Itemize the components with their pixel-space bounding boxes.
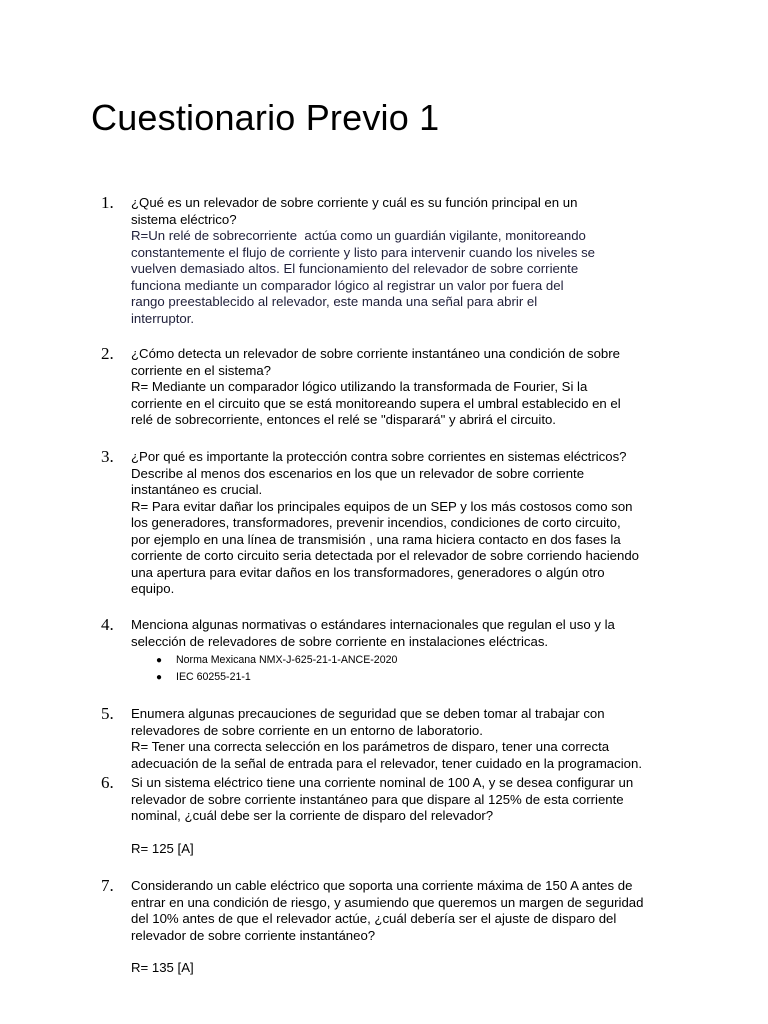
page-title: Cuestionario Previo 1: [91, 97, 440, 138]
question-number: 6.: [101, 773, 114, 792]
answer-text: R= 125 [A]: [131, 840, 194, 856]
question-text: ¿Qué es un relevador de sobre corriente y cuál es su función principal en un: [131, 195, 578, 210]
question-text: Considerando un cable eléctrico que soporta una corriente máxima de 150 A antes de: [131, 878, 633, 893]
answer-text: los generadores, transformadores, prevenir incendios, condiciones de corto circuito,: [131, 515, 621, 530]
question-text: sistema eléctrico?: [131, 211, 237, 227]
answer-text: adecuación de la señal de entrada para el relevador, tener cuidado en la programacion.: [131, 755, 642, 771]
question-text: del 10% antes de que el relevador actúe, ¿cuál debería ser el ajuste de disparo del: [131, 911, 617, 926]
answer-text: R=Un relé de sobrecorriente actúa como un guardián vigilante, monitoreando: [131, 228, 586, 243]
question-text: relevador de sobre corriente instantáneo?: [131, 927, 376, 943]
answer-text: vuelven demasiado altos. El funcionamiento del relevador de sobre corriente: [131, 261, 579, 276]
answer-text: constantemente el flujo de corriente y listo para intervenir cuando los niveles se: [131, 244, 596, 260]
question-text: entrar en una condición de riesgo, y asumiendo que queremos un margen de seguridad: [131, 894, 644, 910]
question-text: Describe al menos dos escenarios en los que un relevador de sobre corriente: [131, 465, 585, 481]
question-text: Enumera algunas precauciones de seguridad que se deben tomar al trabajar con: [131, 706, 605, 721]
answer-text: R= Para evitar dañar los principales equipos de un SEP y los más costosos como son: [131, 498, 633, 514]
question-text: instantáneo es crucial.: [131, 482, 263, 497]
list-item: ● Norma Mexicana NMX-J-625-21-1-ANCE-2020: [131, 652, 671, 669]
question-text: Si un sistema eléctrico tiene una corriente nominal de 100 A, y se desea configurar un: [131, 775, 634, 790]
question-number: 2.: [101, 344, 114, 363]
answer-text: corriente en el circuito que se está monitoreando supera el umbral establecido en el: [131, 395, 621, 411]
answer-text: una apertura para evitar daños en los transformadores, generadores o algún otro: [131, 564, 605, 580]
answer-text: R= 135 [A]: [131, 960, 194, 975]
question-text: relevador de sobre corriente instantáneo para que dispare al 125% de esta corriente: [131, 791, 624, 807]
question-text: relevadores de sobre corriente en un entorno de laboratorio.: [131, 722, 483, 738]
question-number: 7.: [101, 876, 114, 895]
answer-text: relé de sobrecorriente, entonces el relé se "disparará" y abrirá el circuito.: [131, 412, 556, 427]
bullet-icon: ●: [156, 672, 163, 683]
question-number: 1.: [101, 193, 114, 212]
list-item: ● IEC 60255-21-1: [131, 669, 671, 686]
answer-text: rango preestablecido al relevador, este manda una señal para abrir el: [131, 294, 538, 309]
answer-text: R= Mediante un comparador lógico utilizando la transformada de Fourier, Si la: [131, 379, 588, 394]
question-text: ¿Por qué es importante la protección contra sobre corrientes en sistemas eléctricos?: [131, 449, 627, 464]
question-text: Menciona algunas normativas o estándares internacionales que regulan el uso y la: [131, 617, 615, 632]
answer-text: equipo.: [131, 581, 175, 596]
question-number: 4.: [101, 615, 114, 634]
standards-list: [131, 652, 671, 686]
answer-text: por ejemplo en una línea de transmisión , una rama hiciera contacto en dos fases la: [131, 531, 621, 547]
answer-text: R= Tener una correcta selección en los parámetros de disparo, tener una correcta: [131, 739, 610, 754]
answer-text: funciona mediante un comparador lógico al registrar un valor por fuera del: [131, 277, 564, 293]
answer-text: corriente de corto circuito seria detectada por el relevador de sobre corriendo haciendo: [131, 548, 640, 563]
question-text: corriente en el sistema?: [131, 362, 272, 378]
answer-text: interruptor.: [131, 310, 195, 326]
question-text: ¿Cómo detecta un relevador de sobre corriente instantáneo una condición de sobre: [131, 346, 620, 361]
question-text: nominal, ¿cuál debe ser la corriente de disparo del relevador?: [131, 808, 494, 823]
question-number: 3.: [101, 447, 114, 466]
question-number: 5.: [101, 704, 114, 723]
question-text: selección de relevadores de sobre corriente en instalaciones eléctricas.: [131, 633, 549, 649]
bullet-icon: ●: [156, 655, 163, 666]
